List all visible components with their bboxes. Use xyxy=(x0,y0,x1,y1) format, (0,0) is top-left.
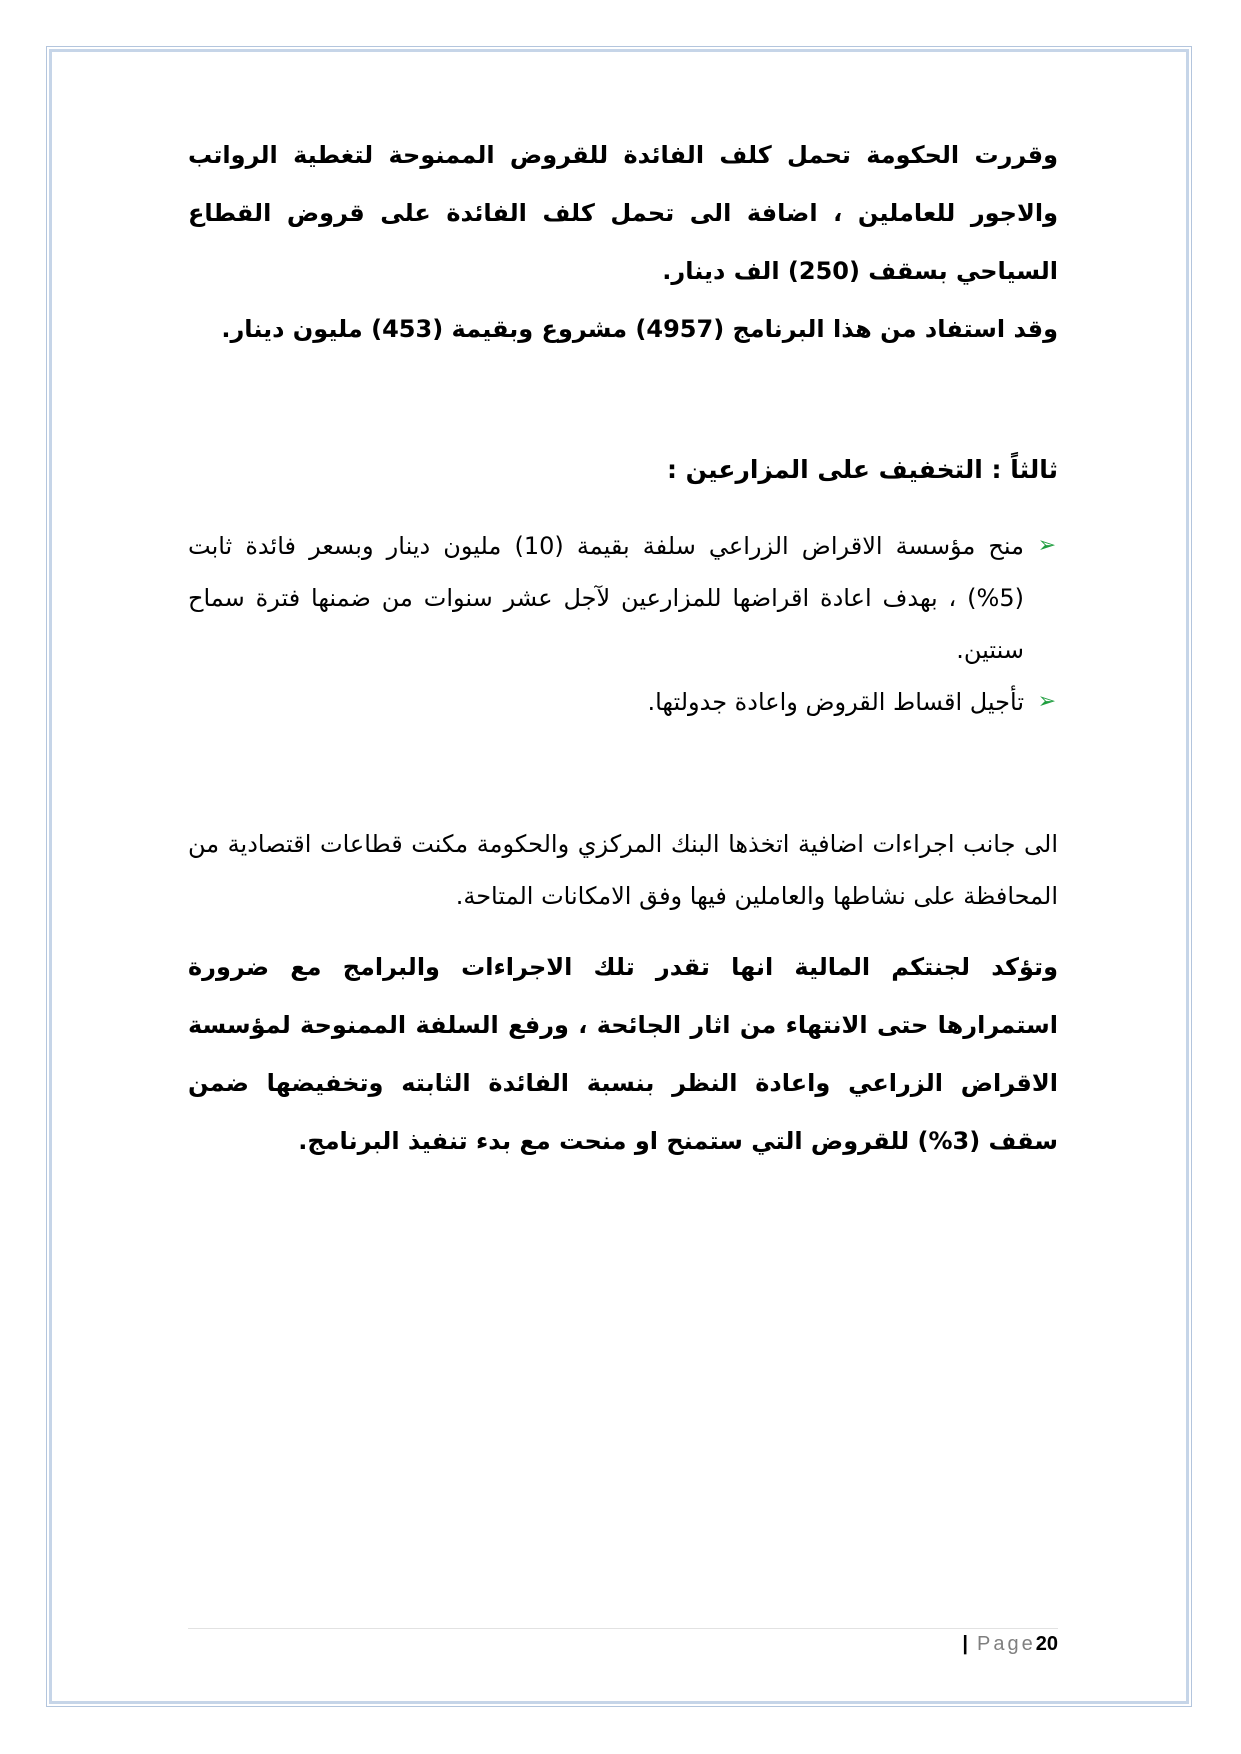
paragraph-central-bank: الى جانب اجراءات اضافية اتخذها البنك المركزي والحكومة مكنت قطاعات اقتصادية من المحافظة على نشاطها والعاملين فيها وفق الامكانات المتاحة. xyxy=(188,830,1058,910)
page-label: Page xyxy=(977,1633,1036,1655)
list-item: ➢ منح مؤسسة الاقراض الزراعي سلفة بقيمة (10) مليون دينار وبسعر فائدة ثابت (5%) ، بهدف اعادة اقراضها للمزارعين لآجل عشر سنوات من ضمنها فترة سماح سنتين. xyxy=(188,520,1058,676)
list-item: ➢ تأجيل اقساط القروض واعادة جدولتها. xyxy=(188,676,1058,728)
section-heading-farmers: ثالثاً : التخفيف على المزارعين : xyxy=(666,455,1058,484)
paragraph-salaries: وقررت الحكومة تحمل كلف الفائدة للقروض الممنوحة لتغطية الرواتب والاجور للعاملين ، اضافة الى تحمل كلف الفائدة على قروض القطاع السياحي بسقف (250) الف دينار. xyxy=(188,141,1058,285)
footer-separator: | xyxy=(962,1633,972,1655)
paragraph-committee: وتؤكد لجنتكم المالية انها تقدر تلك الاجراءات والبرامج مع ضرورة استمرارها حتى الانتهاء من اثار الجائحة ، ورفع السلفة الممنوحة لمؤسسة الاقراض الزراعي واعادة النظر بنسبة الفائدة الثابته وتخفيضها ضمن سقف (3%) للقروض التي ستمنح او منحت مع بدء تنفيذ البرنامج. xyxy=(188,953,1058,1155)
arrow-bullet-icon: ➢ xyxy=(1037,689,1056,714)
page-number: 20 xyxy=(1035,1633,1058,1655)
paragraph-beneficiaries: وقد استفاد من هذا البرنامج (4957) مشروع وبقيمة (453) مليون دينار. xyxy=(221,315,1058,343)
footer-divider xyxy=(188,1628,1058,1629)
bullet-list xyxy=(188,520,1058,728)
page-footer xyxy=(962,1633,1058,1656)
arrow-bullet-icon: ➢ xyxy=(1037,533,1056,558)
